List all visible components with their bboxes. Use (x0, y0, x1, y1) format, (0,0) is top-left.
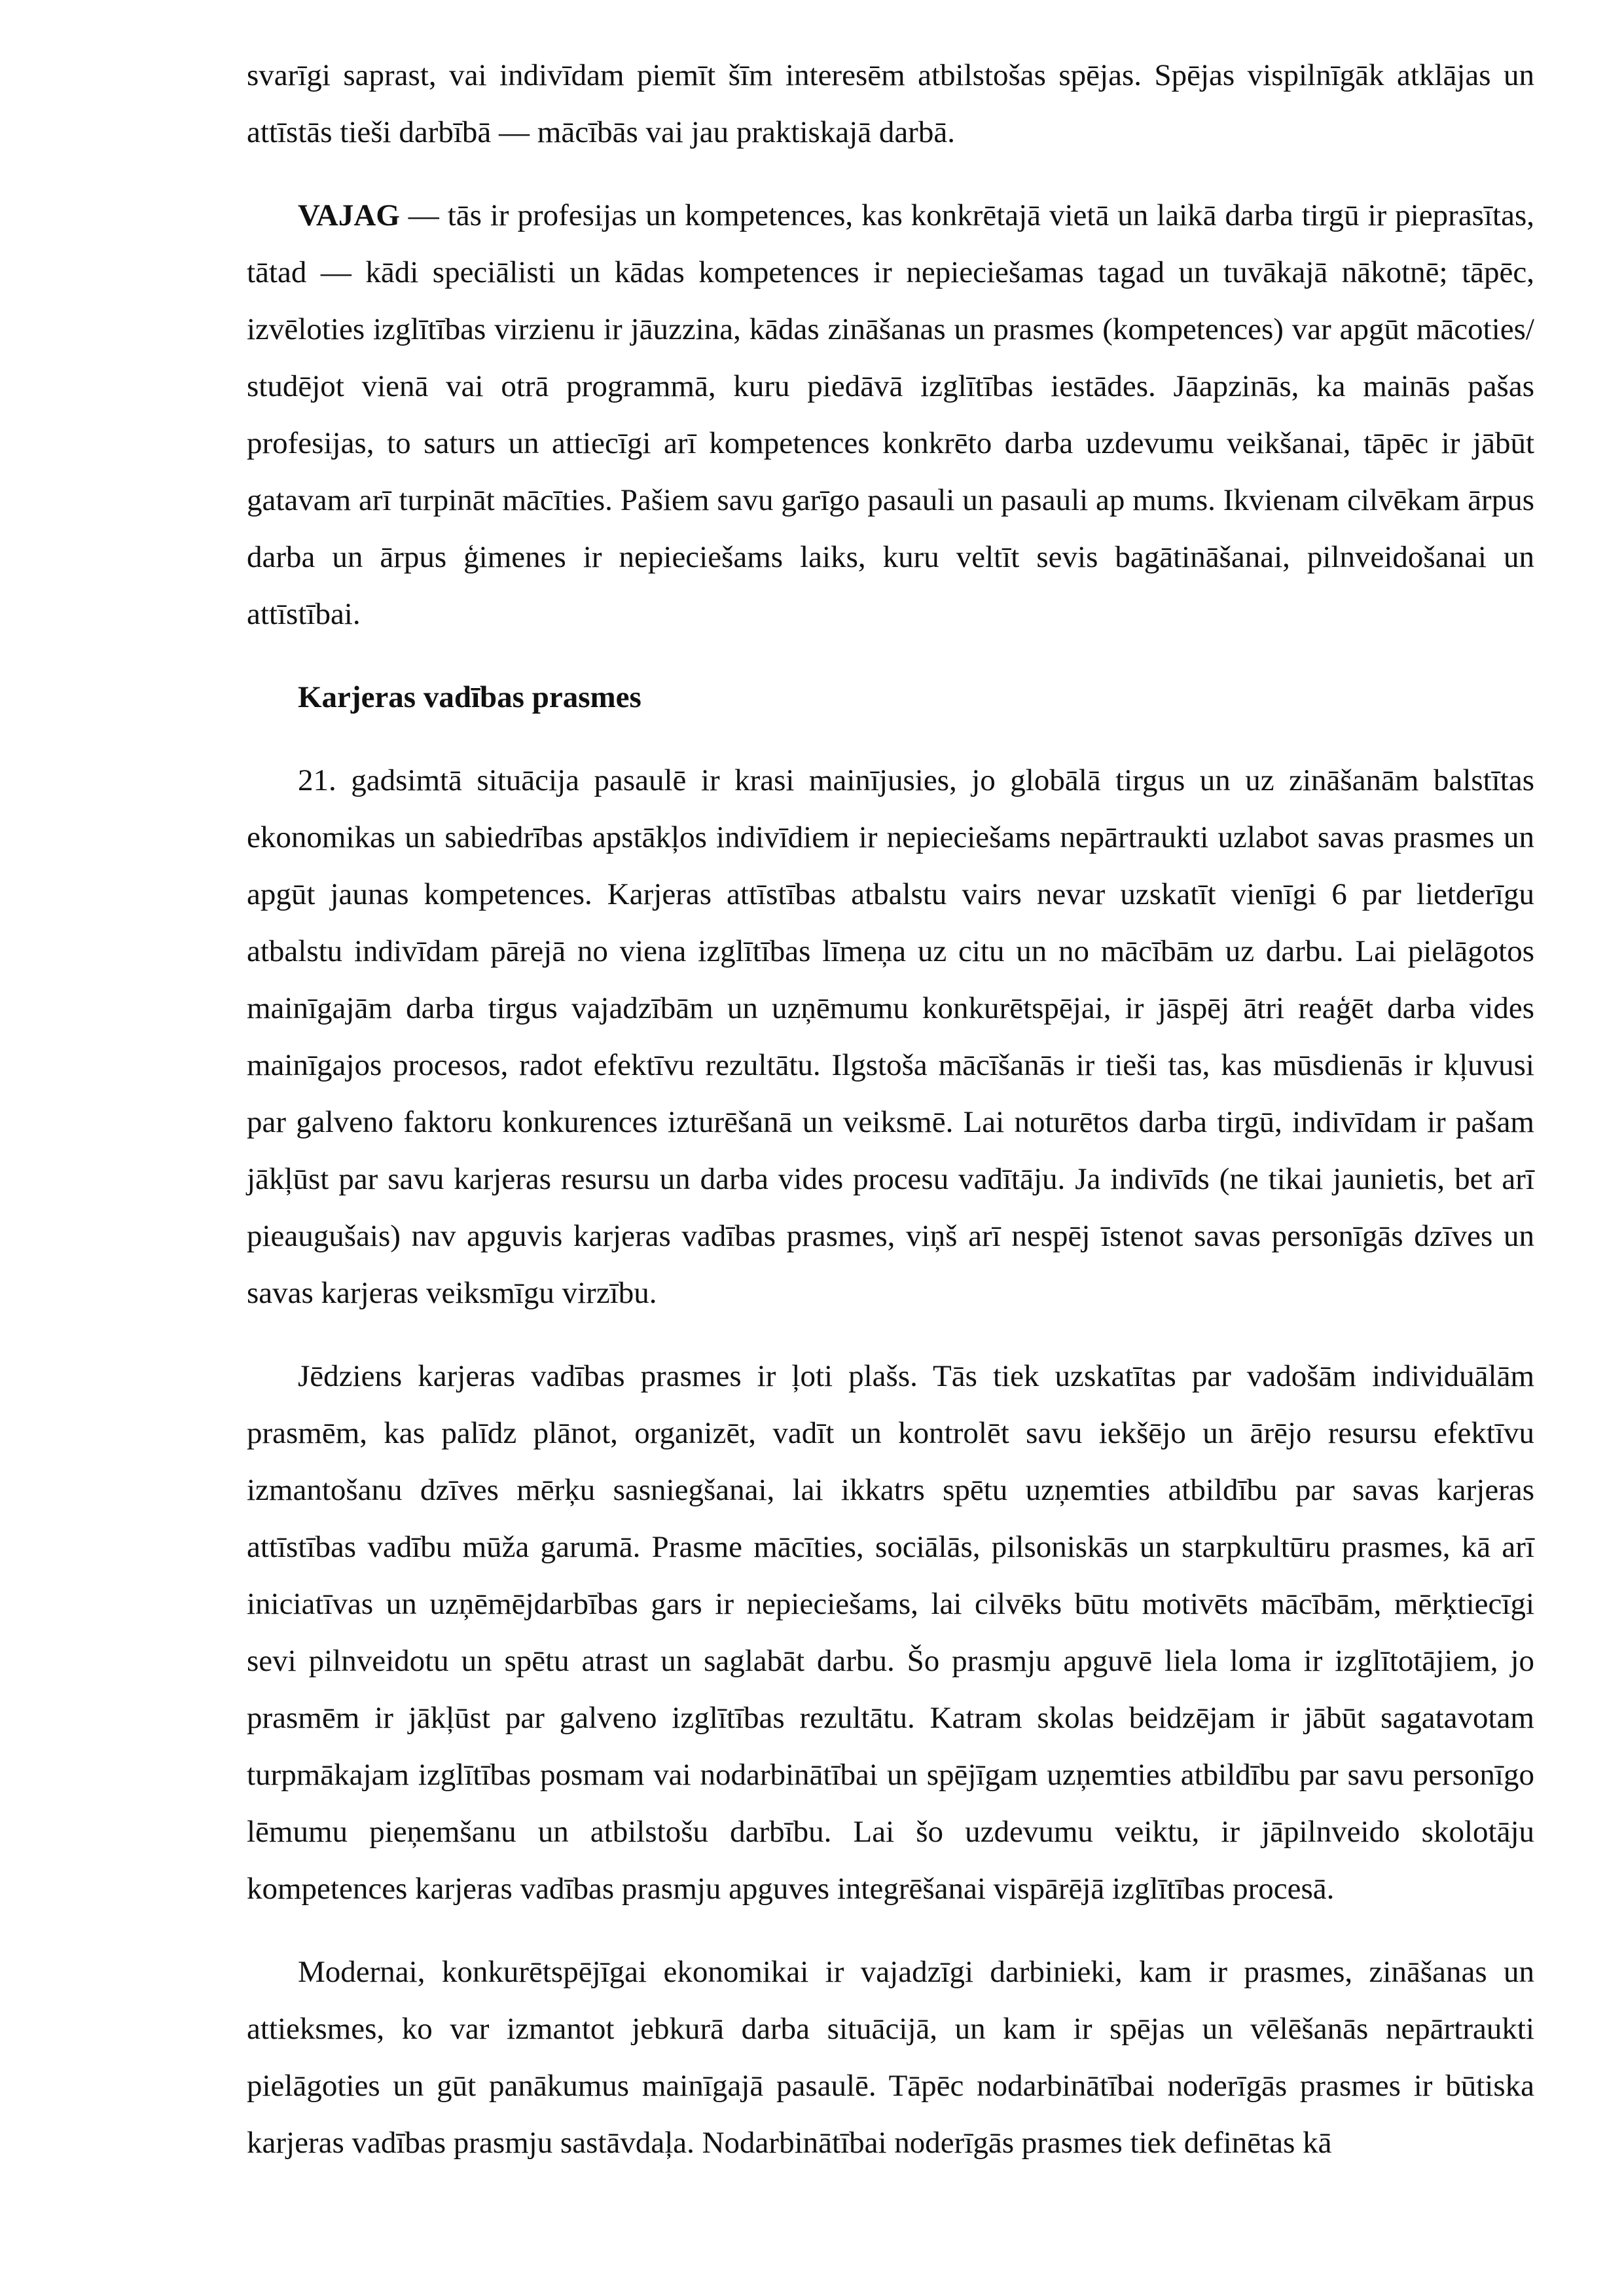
document-body (247, 47, 1534, 2172)
paragraph-text: Modernai, konkurētspējīgai ekonomikai ir vajadzīgi darbinieki, kam ir prasmes, zināšanas un attieksmes, ko var izmantot jebkurā darba situācijā, un kam ir spējas un vēlēšanās nepārtraukti pielāgoties un gūt panākumus mainīgajā pasaulē. Tāpēc nodarbinātībai noderīgās prasmes ir būtiska karjeras vadības prasmju sastāvdaļa. Nodarbinātībai noderīgās prasmes tiek definētas kā (247, 1955, 1534, 2160)
paragraph-text: 21. gadsimtā situācija pasaulē ir krasi mainījusies, jo globālā tirgus un uz zināšanām balstītas ekonomikas un sabiedrības apstākļos indivīdiem ir nepieciešams nepārtraukti uzlabot savas prasmes un apgūt jaunas kompetences. Karjeras attīstības atbalstu vairs nevar uzskatīt vienīgi 6 par lietderīgu atbalstu indivīdam pārejā no viena izglītības līmeņa uz citu un no mācībām uz darbu. Lai pielāgotos mainīgajām darba tirgus vajadzībām un uzņēmumu konkurētspējai, ir jāspēj ātri reaģēt darba vides mainīgajos procesos, radot efektīvu rezultātu. Ilgstoša mācīšanās ir tieši tas, kas mūsdienās ir kļuvusi par galveno faktoru konkurences izturēšanā un veiksmē. Lai noturētos darba tirgū, indivīdam ir pašam jākļūst par savu karjeras resursu un darba vides procesu vadītāju. Ja indivīds (ne tikai jaunietis, bet arī pieaugušais) nav apguvis karjeras vadības prasmes, viņš arī nespēj īstenot savas personīgās dzīves un savas karjeras veiksmīgu virzību. (247, 763, 1534, 1310)
paragraph-abilities (247, 47, 1534, 161)
paragraph-text: svarīgi saprast, vai indivīdam piemīt šīm interesēm atbilstošas spējas. Spējas vispilnīgāk atklājas un attīstās tieši darbībā — mācībās vai jau praktiskajā darbā. (247, 58, 1534, 149)
paragraph-career-skills-definition (247, 1348, 1534, 1918)
paragraph-text: — tās ir profesijas un kompetences, kas konkrētajā vietā un laikā darba tirgū ir pieprasītas, tātad — kādi speciālisti un kādas kompetences ir nepieciešamas tagad un tuvākajā nākotnē; tāpēc, izvēloties izglītības virzienu ir jāuzzina, kādas zināšanas un prasmes (kompetences) var apgūt mācoties/ studējot vienā vai otrā programmā, kuru piedāvā izglītības iestādes. Jāapzinās, ka mainās pašas profesijas, to saturs un attiecīgi arī kompetences konkrēto darba uzdevumu veikšanai, tāpēc ir jābūt gatavam arī turpināt mācīties. Pašiem savu garīgo pasauli un pasauli ap mums. Ikvienam cilvēkam ārpus darba un ārpus ģimenes ir nepieciešams laiks, kuru veltīt sevis bagātināšanai, pilnveidošanai un attīstībai. (247, 198, 1534, 631)
section-heading: Karjeras vadības prasmes (298, 680, 641, 714)
paragraph-modern-economy (247, 1944, 1534, 2172)
paragraph-lead-term: VAJAG (298, 198, 400, 232)
paragraph-21st-century (247, 752, 1534, 1322)
paragraph-text: Jēdziens karjeras vadības prasmes ir ļoti plašs. Tās tiek uzskatītas par vadošām individuālām prasmēm, kas palīdz plānot, organizēt, vadīt un kontrolēt savu iekšējo un ārējo resursu efektīvu izmantošanu dzīves mērķu sasniegšanai, lai ikkatrs spētu uzņemties atbildību par savas karjeras attīstības vadību mūža garumā. Prasme mācīties, sociālās, pilsoniskās un starpkultūru prasmes, kā arī iniciatīvas un uzņēmējdarbības gars ir nepieciešams, lai cilvēks būtu motivēts mācībām, mērķtiecīgi sevi pilnveidotu un spētu atrast un saglabāt darbu. Šo prasmju apguvē liela loma ir izglītotājiem, jo prasmēm ir jākļūst par galveno izglītības rezultātu. Katram skolas beidzējam ir jābūt sagatavotam turpmākajam izglītības posmam vai nodarbinātībai un spējīgam uzņemties atbildību par savu personīgo lēmumu pieņemšanu un atbilstošu darbību. Lai šo uzdevumu veiktu, ir jāpilnveido skolotāju kompetences karjeras vadības prasmju apguves integrēšanai vispārējā izglītības procesā. (247, 1359, 1534, 1906)
paragraph-vajag (247, 187, 1534, 643)
